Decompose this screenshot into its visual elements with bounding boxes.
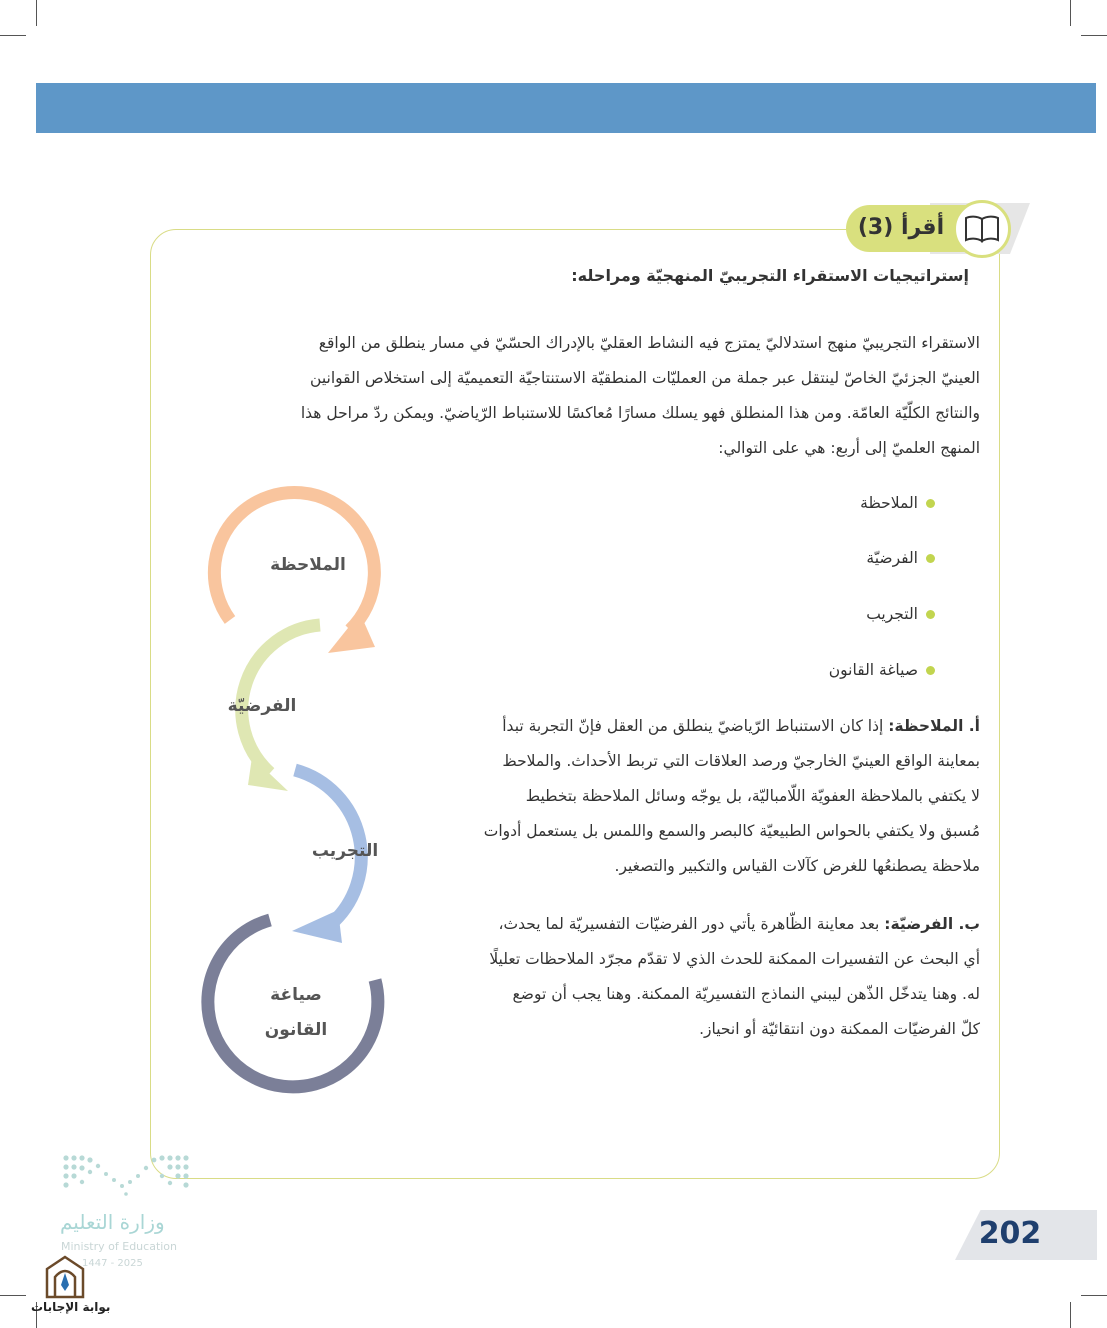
intro-paragraph xyxy=(168,326,980,466)
stage-bullet: التجريب xyxy=(866,605,935,623)
section-a-title: أ. الملاحظة: xyxy=(888,717,980,735)
ministry-name-ar: وزارة التعليم xyxy=(60,1210,165,1234)
section-a-line: ملاحظة يصطنعُها للغرض كآلات القياس والتكبير والتصغير. xyxy=(614,857,980,875)
ministry-name-en: Ministry of Education xyxy=(61,1240,178,1253)
section-b-title: ب. الفرضيّة: xyxy=(884,915,980,933)
ministry-logo-dots xyxy=(60,1152,200,1200)
section-heading: إستراتيجيات الاستقراء التجريبيّ المنهجيّة ومراحله: xyxy=(571,266,969,285)
cycle-label-experiment: التجريب xyxy=(311,841,379,861)
crop-mark xyxy=(0,1295,26,1296)
section-a-line: بمعاينة الواقع العينيّ الخارجيّ ورصد العلاقات التي تربط الأحداث. والملاحظ xyxy=(502,752,980,770)
crop-mark xyxy=(1081,35,1107,36)
cycle-label-hypothesis: الفرضيّة xyxy=(227,696,297,716)
crop-mark xyxy=(1070,0,1071,26)
section-b-line: أي البحث عن التفسيرات الممكنة للحدث الذي لا تقدّم مجرّد الملاحظات تعليلًا xyxy=(489,950,980,968)
crop-mark xyxy=(1070,1302,1071,1328)
section-b-line: له. وهنا يتدخّل الذّهن ليبني النماذج التفسيريّة الممكنة. وهنا يجب أن توضع xyxy=(512,985,980,1003)
intro-line: العينيّ الجزئيّ الخاصّ لينتقل عبر جملة من العمليّات المنطقيّة الاستنتاجيّة التعميميّة إلى استخلاص القوانين xyxy=(310,369,980,387)
intro-line: المنهج العلميّ إلى أربع: هي على التوالي: xyxy=(718,439,980,457)
bullet-dot xyxy=(926,499,935,508)
section-a-line: لا يكتفي بالملاحظة العفويّة اللّامباليّة، بل يوجّه وسائل الملاحظة بتخطيط xyxy=(525,787,980,805)
stage-bullet: صياغة القانون xyxy=(829,661,935,679)
intro-line: والنتائج الكلّيّة العامّة. ومن هذا المنطلق فهو يسلك مسارًا مُعاكسًا للاستنباط الرّياضيّ. ويمكن ردّ مراحل هذا xyxy=(300,404,980,422)
section-b-line: كلّ الفرضيّات الممكنة دون انتقائيّة أو انحياز. xyxy=(699,1020,980,1038)
cycle-label-law-line1: صياغة xyxy=(270,985,322,1005)
crop-mark xyxy=(1081,1295,1107,1296)
open-book-icon xyxy=(953,200,1011,258)
watermark-logo-icon xyxy=(40,1255,90,1301)
ministry-year: 1447 - 2025 xyxy=(82,1258,143,1269)
stage-bullet: الفرضيّة xyxy=(866,549,935,567)
watermark-text: بوابة الإجابات xyxy=(31,1300,111,1314)
page-number: 202 xyxy=(978,1216,1042,1251)
crop-mark xyxy=(36,0,37,26)
bullet-dot xyxy=(926,554,935,563)
section-a-first-line: أ. الملاحظة: إذا كان الاستنباط الرّياضيّ ينطلق من العقل فإنّ التجربة تبدأ xyxy=(502,717,980,735)
bullet-dot xyxy=(926,666,935,675)
section-a-line: مُسبق ولا يكتفي بالحواس الطبيعيّة كالبصر والسمع واللمس بل يستعمل أدوات xyxy=(483,822,980,840)
experiment-arrowhead xyxy=(292,910,342,943)
crop-mark xyxy=(0,35,26,36)
bullet-dot xyxy=(926,610,935,619)
intro-line: الاستقراء التجريبيّ منهج استدلاليّ يمتزج فيه النشاط العقليّ بالإدراك الحسّيّ في مسار ينطلق من الواقع xyxy=(318,334,980,352)
section-b-first-line: ب. الفرضيّة: بعد معاينة الظّاهرة يأتي دور الفرضيّات التفسيريّة لما يحدث، xyxy=(498,915,980,933)
cycle-label-law-line2: القانون xyxy=(264,1020,328,1040)
section-b-paragraph xyxy=(430,907,980,1047)
section-a-paragraph xyxy=(430,709,980,884)
header-band xyxy=(36,83,1096,133)
stage-bullet: الملاحظة xyxy=(860,494,935,512)
lesson-tab-label: أقرأ (3) xyxy=(857,215,945,240)
cycle-label-observation: الملاحظة xyxy=(270,555,346,575)
scientific-method-cycle-diagram xyxy=(170,485,430,1100)
